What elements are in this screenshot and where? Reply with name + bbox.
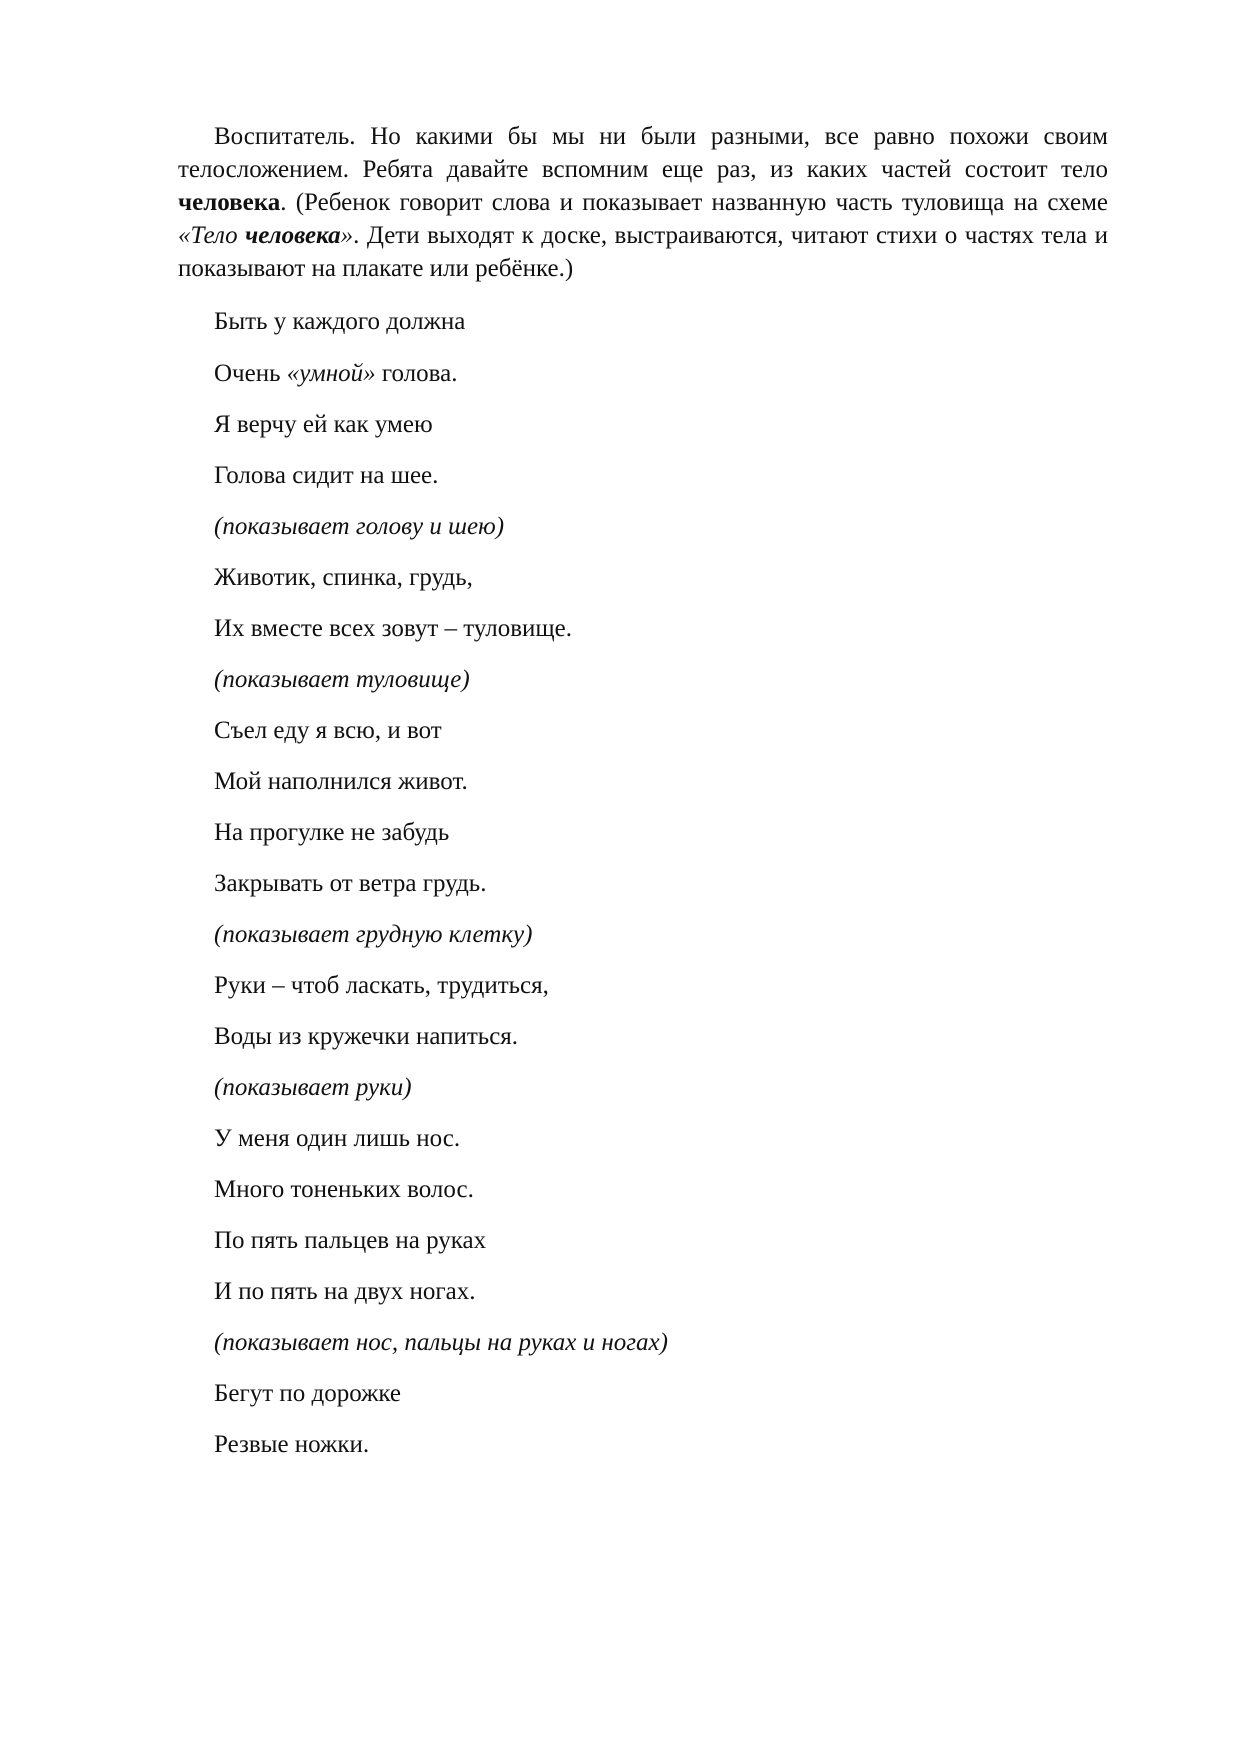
- intro-text-2: . (Ребенок говорит слова и показывает названную часть туловища на схеме: [280, 189, 1108, 216]
- stage-direction: (показывает голову и шею): [214, 513, 505, 540]
- verse-line: Съел еду я всю, и вот: [214, 717, 442, 744]
- verse-line: Я верчу ей как умею: [214, 411, 433, 438]
- verse-line: Много тоненьких волос.: [214, 1176, 474, 1203]
- intro-text-1: Воспитатель. Но какими бы мы ни были разными, все равно похожи своим телосложением. Ребята давайте вспомним еще раз, из каких частей состоит тело: [178, 123, 1108, 183]
- intro-paragraph: [178, 120, 1108, 285]
- stage-direction: (показывает грудную клетку): [214, 921, 533, 948]
- stage-direction: (показывает нос, пальцы на руках и ногах): [214, 1329, 668, 1356]
- verse-line: Голова сидит на шее.: [214, 462, 439, 489]
- verse-line: И по пять на двух ногах.: [214, 1278, 476, 1305]
- verse-line: Воды из кружечки напиться.: [214, 1023, 519, 1050]
- verse-line: Быть у каждого должна: [214, 308, 466, 335]
- intro-bold-word: человека: [178, 189, 281, 216]
- verse-line: Их вместе всех зовут – туловище.: [214, 615, 573, 642]
- stage-direction: (показывает руки): [214, 1074, 412, 1101]
- verse-line: Руки – чтоб ласкать, трудиться,: [214, 972, 549, 999]
- verse-line: Животик, спинка, грудь,: [214, 564, 473, 591]
- stage-direction: (показывает туловище): [214, 666, 470, 693]
- verse-line-italic: «умной»: [286, 360, 376, 387]
- verse-line: По пять пальцев на руках: [214, 1227, 487, 1254]
- verse-line: На прогулке не забудь: [214, 819, 450, 846]
- intro-scheme-bold: человека: [245, 222, 341, 249]
- verse-line: У меня один лишь нос.: [214, 1125, 461, 1152]
- verse-line: Бегут по дорожке: [214, 1380, 401, 1407]
- verse-line: [214, 359, 457, 389]
- verse-line: Мой наполнился живот.: [214, 768, 468, 795]
- verse-line-part: Очень: [214, 360, 287, 387]
- intro-scheme-close: »: [340, 222, 354, 249]
- verse-line-part: голова.: [375, 360, 458, 387]
- verse-line: Закрывать от ветра грудь.: [214, 870, 487, 897]
- intro-scheme-open: «Тело: [178, 222, 246, 249]
- verse-line: Резвые ножки.: [214, 1431, 370, 1458]
- intro-text-3: . Дети выходят к доске, выстраиваются, читают стихи о частях тела и показывают на плакате или ребёнке.): [178, 222, 1108, 282]
